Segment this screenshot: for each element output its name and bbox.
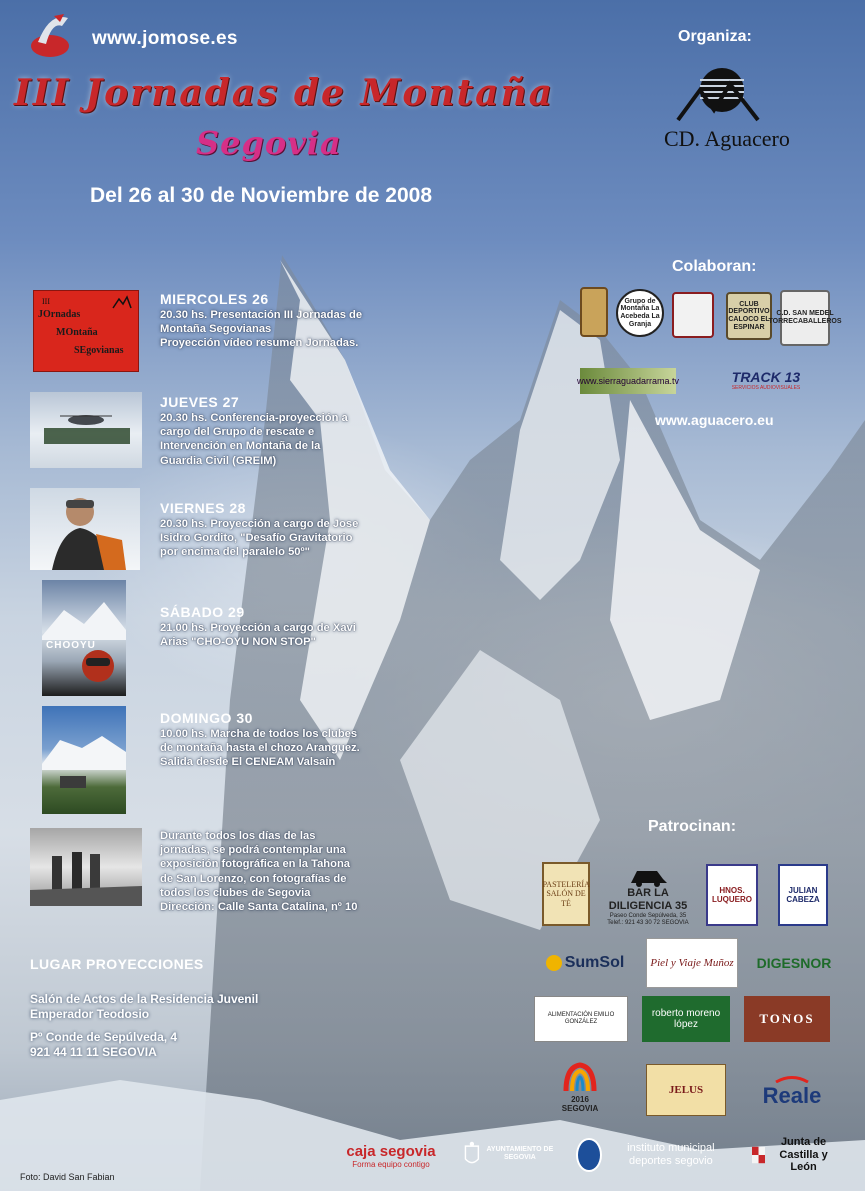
sponsor-bar-diligencia [604, 860, 692, 934]
event-photo-climber [30, 488, 140, 570]
event-description [160, 411, 400, 468]
sponsor-name: instituto municipal deportes segovio [627, 1142, 715, 1167]
sponsor-name: roberto moreno lópez [651, 1007, 721, 1030]
event-line: Guardia Civil (GREIM) [160, 454, 277, 467]
track13-logo [700, 366, 832, 394]
event-line: de San Lorenzo, con fotografías de [160, 872, 347, 885]
stagecoach-icon [627, 867, 669, 887]
sponsor-name: TONOS [759, 1010, 815, 1026]
reale-arc-icon [775, 1075, 809, 1083]
collaborator-badge-2 [616, 289, 664, 337]
sponsor-instituto-deportes [576, 1132, 734, 1178]
sponsor-emilio-gonzalez [534, 996, 628, 1042]
sponsor-segovia-2016 [554, 1056, 606, 1118]
sponsor-name: PASTELERÍA SALÓN DE TÉ [542, 880, 590, 908]
track13-name: TRACK 13 [731, 369, 801, 385]
event-line: todos los clubes de Segovia [160, 886, 311, 899]
sponsor-junta-castilla-leon [752, 1130, 838, 1180]
event-description [160, 727, 400, 770]
sponsor-name: JELUS [668, 1083, 704, 1096]
rescue-team-photo-icon [30, 392, 142, 468]
sponsor-reale [752, 1072, 832, 1112]
sponsor-luquero [706, 864, 758, 926]
chozo-photo-icon [42, 706, 126, 814]
sponsor-name: AYUNTAMIENTO DE SEGOVIA [486, 1145, 554, 1161]
event-day: MIERCOLES 26 [160, 291, 269, 307]
event-description [160, 308, 400, 351]
event-photo-greim [30, 392, 142, 468]
poster-title: CHOOYU [46, 640, 96, 651]
event-line: Arias "CHO-OYU NON STOP" [160, 636, 316, 649]
poster-word-2: MOntaña [56, 327, 98, 338]
coat-of-arms-icon [464, 1137, 480, 1171]
event-poster-jornadas [33, 290, 139, 372]
event-title: III Jornadas de Montaña [14, 72, 554, 114]
collaborator-badge-text: C.D. SAN MEDEL TORRECABALLEROS [768, 310, 842, 325]
track13-tagline: SERVICIOS AUDIOVISUALES [731, 385, 801, 391]
event-line: exposición fotográfica en la Tahona [160, 858, 351, 871]
event-subtitle: Segovia [196, 124, 342, 162]
sponsor-munoz [646, 938, 738, 988]
segovia-2016-logo-icon [560, 1061, 600, 1095]
collaborator-badge-text: Grupo de Montaña La Acebeda La Granja [620, 297, 660, 328]
sponsor-name: 2016 SEGOVIA [561, 1094, 599, 1113]
sponsor-name: HNOS. LUQUERO [712, 885, 752, 904]
event-line: Salida desde El CENEAM Valsaín [160, 756, 336, 769]
poster-word-1: JOrnadas [38, 309, 81, 320]
event-line: Proyección vídeo resumen Jornadas. [160, 337, 359, 350]
event-photo-exhibition [30, 828, 142, 906]
jomose-logo-icon [28, 12, 72, 58]
sponsors-label: Patrocinan: [648, 818, 737, 835]
climbers-group-photo-icon [30, 828, 142, 906]
organizer-name: CD. Aguacero [664, 126, 790, 151]
event-day: JUEVES 27 [160, 394, 240, 410]
venue-line: Pº Conde de Sepúlveda, 4 [30, 1030, 178, 1044]
sponsor-name: caja segovia [346, 1142, 436, 1160]
sponsor-name: Piel y Viaje Muñoz [650, 956, 734, 969]
event-line: 20.30 hs. Conferencia-proyección a [160, 412, 348, 424]
climber-photo-icon [30, 488, 140, 570]
sponsor-name: Reale [762, 1083, 822, 1109]
sponsor-name: BAR LA DILIGENCIA 35 [608, 887, 688, 913]
event-line: Dirección: Calle Santa Catalina, nº 10 [160, 901, 358, 914]
event-line: Durante todos los días de las [160, 830, 316, 842]
event-line: 20.30 hs. Presentación III Jornadas de [160, 309, 363, 321]
chooyu-poster-icon [42, 580, 126, 696]
sponsor-name: DIGESNOR [756, 954, 832, 971]
poster-word-3: SEgovianas [74, 345, 124, 356]
event-line: Montaña Segovianas [160, 323, 272, 336]
sponsor-julian-cabeza [778, 864, 828, 926]
event-day: VIERNES 28 [160, 500, 246, 516]
event-line: 10.00 hs. Marcha de todos los clubes [160, 728, 358, 740]
sponsor-jelus [646, 1064, 726, 1116]
venue-line: Emperador Teodosio [30, 1007, 150, 1021]
photo-credit: Foto: David San Fabian [20, 1172, 115, 1182]
event-line: 21.00 hs. Proyección a cargo de Xavi [160, 622, 356, 634]
deportes-logo-icon [576, 1138, 602, 1172]
sponsor-roberto-moreno [642, 996, 730, 1042]
banner-text: www.sierraguadarrama.tv [576, 376, 680, 386]
collaborators-url[interactable]: www.aguacero.eu [655, 412, 774, 428]
event-line: cargo del Grupo de rescate e [160, 426, 315, 439]
castilla-leon-shield-icon [752, 1140, 765, 1170]
sponsor-name: SumSol [564, 953, 625, 971]
sponsor-pasteleria [542, 862, 590, 926]
sun-icon [546, 955, 562, 971]
event-line: jornadas, se podrá contemplar una [160, 844, 346, 857]
sponsor-detail: Paseo Conde Sepúlveda, 35 Telef.: 921 43 30 72 SEGOVIA [607, 912, 689, 926]
collaborator-badge-1 [580, 287, 608, 337]
event-description [160, 517, 400, 560]
event-poster-chooyu [42, 580, 126, 696]
site-url[interactable]: www.jomose.es [92, 28, 238, 49]
collaborator-badge-3 [672, 292, 714, 338]
collaborator-badge-5 [768, 290, 842, 346]
sierraguadarrama-banner[interactable] [576, 368, 680, 394]
collaborators-label: Colaboran: [672, 258, 757, 275]
sponsor-ayuntamiento [464, 1132, 556, 1176]
event-line: Intervención en Montaña de la [160, 440, 321, 453]
sponsor-name: JULIAN CABEZA [786, 885, 820, 904]
collaborator-badge-text: CLUB DEPORTIVO CALOCO EL ESPINAR [728, 300, 770, 331]
sponsor-digesnor [752, 946, 836, 980]
event-line: por encima del paralelo 50º" [160, 546, 310, 559]
organizer-label: Organiza: [678, 28, 752, 45]
collaborator-badge-4 [726, 292, 772, 340]
event-day: DOMINGO 30 [160, 710, 253, 726]
exhibition-description [160, 829, 400, 914]
sponsor-tonos [744, 996, 830, 1042]
event-photo-chozo [42, 706, 126, 814]
event-line: Isidro Gordito, "Desafío Gravitatorio [160, 532, 353, 545]
event-description [160, 621, 400, 649]
event-dates: Del 26 al 30 de Noviembre de 2008 [90, 184, 433, 207]
venue-heading: LUGAR PROYECCIONES [30, 956, 204, 972]
event-day: SÁBADO 29 [160, 604, 245, 620]
poster-roman: III [42, 297, 50, 306]
sponsor-tagline: Forma equipo contigo [352, 1160, 430, 1170]
venue-line: Salón de Actos de la Residencia Juvenil [30, 992, 259, 1006]
sponsor-caja-segovia [336, 1136, 446, 1176]
event-line: 20.30 hs. Proyección a cargo de Jose [160, 518, 359, 530]
venue-line: 921 44 11 11 SEGOVIA [30, 1045, 157, 1059]
poster-mountain-icon [112, 295, 132, 309]
event-line: de montaña hasta el chozo Aranguez. [160, 742, 360, 755]
sponsor-name: Junta de Castilla y León [779, 1136, 828, 1174]
sponsor-sumsol [538, 948, 632, 978]
sponsor-name: ALIMENTACIÓN EMILIO GONZÁLEZ [547, 1012, 615, 1025]
